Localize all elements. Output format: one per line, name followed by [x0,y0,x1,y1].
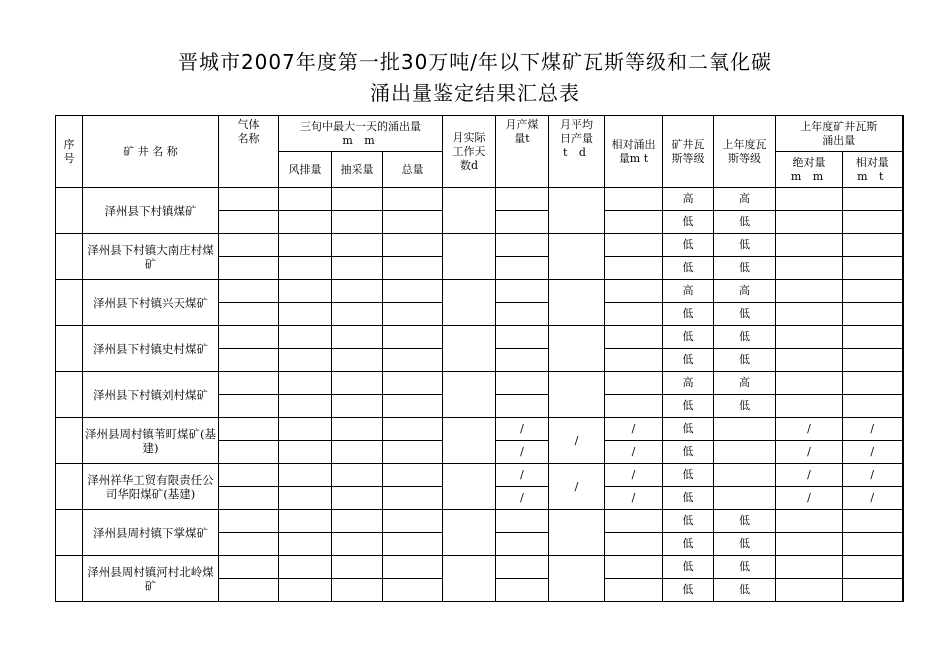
last-grade-cell [714,418,776,441]
drain-cell [332,510,383,533]
vent-cell [279,234,332,257]
total-cell [383,464,443,487]
total-cell [383,280,443,303]
drain-cell [332,257,383,280]
last-rel-cell [843,303,903,326]
last-rel-cell [843,234,903,257]
relative-cell: / [605,464,663,487]
last-grade-cell: 低 [714,326,776,349]
gas-name-cell [219,533,279,556]
drain-cell [332,372,383,395]
last-abs-cell [776,349,843,372]
drain-cell [332,487,383,510]
monthly-output-cell [496,303,549,326]
header-seq: 序号 [56,116,83,188]
last-grade-cell: 低 [714,303,776,326]
vent-cell [279,257,332,280]
last-grade-cell: 低 [714,211,776,234]
gas-name-cell [219,349,279,372]
gas-name-cell [219,280,279,303]
avg-daily-cell [549,372,605,418]
relative-cell [605,234,663,257]
header-abs-unit: m m [790,169,828,183]
last-grade-cell: 低 [714,556,776,579]
monthly-output-cell [496,556,549,579]
relative-cell [605,579,663,602]
last-grade-cell: 低 [714,533,776,556]
last-rel-cell [843,280,903,303]
header-max-day-unit: m m [342,133,379,147]
vent-cell [279,395,332,418]
vent-cell [279,188,332,211]
drain-cell [332,556,383,579]
vent-cell [279,579,332,602]
last-grade-cell: 低 [714,349,776,372]
table-row [56,418,903,441]
drain-cell [332,280,383,303]
last-rel-cell [843,257,903,280]
vent-cell [279,510,332,533]
last-grade-cell: 低 [714,257,776,280]
avg-daily-cell [549,280,605,326]
last-rel-cell [843,533,903,556]
mine-grade-cell: 低 [663,418,714,441]
seq-cell [56,326,83,372]
monthly-output-cell: / [496,441,549,464]
mine-grade-cell: 低 [663,395,714,418]
drain-cell [332,326,383,349]
header-rel-unit: m t [857,169,888,183]
header-abs [776,152,843,188]
relative-cell [605,510,663,533]
seq-cell [56,510,83,556]
gas-name-cell [219,487,279,510]
drain-cell [332,441,383,464]
gas-name-cell [219,234,279,257]
seq-cell [56,280,83,326]
mine-grade-cell: 高 [663,188,714,211]
mine-name-cell: 泽州县周村镇苇町煤矿(基建) [83,418,219,464]
last-grade-cell: 高 [714,280,776,303]
relative-cell [605,395,663,418]
seq-cell [56,464,83,510]
last-abs-cell [776,257,843,280]
monthly-output-cell [496,395,549,418]
vent-cell [279,441,332,464]
avg-daily-cell [549,510,605,556]
mine-name-cell: 泽州县周村镇下掌煤矿 [83,510,219,556]
drain-cell [332,349,383,372]
header-abs-label: 绝对量 [792,155,826,169]
header-mine-name: 矿 井 名 称 [83,116,219,188]
avg-daily-cell [549,188,605,234]
last-abs-cell [776,510,843,533]
last-rel-cell [843,372,903,395]
total-cell [383,418,443,441]
header-drain: 抽采量 [332,152,383,188]
header-avg-daily [549,116,605,188]
monthly-output-cell [496,510,549,533]
drain-cell [332,395,383,418]
table-row [56,464,903,487]
last-rel-cell [843,395,903,418]
vent-cell [279,418,332,441]
gas-name-cell [219,556,279,579]
header-total: 总量 [383,152,443,188]
gas-name-cell [219,510,279,533]
total-cell [383,257,443,280]
vent-cell [279,533,332,556]
gas-summary-table [55,115,904,602]
monthly-output-cell: / [496,464,549,487]
monthly-output-cell [496,234,549,257]
gas-name-cell [219,372,279,395]
seq-cell [56,418,83,464]
total-cell [383,372,443,395]
relative-cell [605,211,663,234]
relative-cell [605,303,663,326]
last-grade-cell [714,464,776,487]
total-cell [383,533,443,556]
mine-grade-cell: 高 [663,280,714,303]
avg-daily-cell [549,326,605,372]
mine-grade-cell: 低 [663,510,714,533]
gas-name-cell [219,303,279,326]
drain-cell [332,303,383,326]
mine-name-cell: 泽州祥华工贸有限责任公司华阳煤矿(基建) [83,464,219,510]
drain-cell [332,188,383,211]
mine-grade-cell: 低 [663,257,714,280]
mine-grade-cell: 低 [663,234,714,257]
seq-cell [56,556,83,602]
table-row [56,280,903,303]
work-days-cell [443,372,496,418]
mine-grade-cell: 低 [663,441,714,464]
header-rel [843,152,903,188]
avg-daily-cell: / [549,464,605,510]
last-abs-cell [776,211,843,234]
total-cell [383,188,443,211]
work-days-cell [443,418,496,464]
mine-name-cell: 泽州县下村镇兴天煤矿 [83,280,219,326]
gas-name-cell [219,211,279,234]
last-rel-cell [843,188,903,211]
report-title-line2: 涌出量鉴定结果汇总表 [370,81,580,105]
monthly-output-cell [496,211,549,234]
avg-daily-cell: / [549,418,605,464]
mine-name-cell: 泽州县下村镇刘村煤矿 [83,372,219,418]
gas-name-cell [219,188,279,211]
work-days-cell [443,326,496,372]
seq-cell [56,234,83,280]
header-last-group: 上年度矿井瓦斯涌出量 [776,116,903,152]
header-relative: 相对涌出量m t [605,116,663,188]
relative-cell: / [605,418,663,441]
relative-cell: / [605,487,663,510]
monthly-output-cell: / [496,487,549,510]
last-rel-cell [843,556,903,579]
last-abs-cell [776,303,843,326]
header-last-grade: 上年度瓦斯等级 [714,116,776,188]
total-cell [383,326,443,349]
mine-grade-cell: 低 [663,556,714,579]
mine-grade-cell: 低 [663,487,714,510]
drain-cell [332,579,383,602]
vent-cell [279,372,332,395]
total-cell [383,510,443,533]
total-cell [383,579,443,602]
header-monthly-output: 月产煤量t [496,116,549,188]
table-row [56,188,903,211]
monthly-output-cell [496,372,549,395]
last-rel-cell [843,510,903,533]
vent-cell [279,464,332,487]
last-abs-cell [776,533,843,556]
header-avg-daily-label: 月平均日产量 [560,118,593,145]
last-grade-cell: 低 [714,395,776,418]
vent-cell [279,280,332,303]
gas-name-cell [219,579,279,602]
header-avg-daily-unit: t d [563,146,590,159]
monthly-output-cell [496,188,549,211]
relative-cell [605,533,663,556]
header-vent: 风排量 [279,152,332,188]
mine-grade-cell: 低 [663,326,714,349]
header-max-day-label: 三旬中最大一天的涌出量 [300,119,421,133]
vent-cell [279,326,332,349]
last-grade-cell: 高 [714,188,776,211]
gas-name-cell [219,257,279,280]
avg-daily-cell [549,234,605,280]
mine-name-cell: 泽州县周村镇河村北岭煤矿 [83,556,219,602]
seq-cell [56,188,83,234]
vent-cell [279,211,332,234]
total-cell [383,395,443,418]
last-abs-cell [776,326,843,349]
work-days-cell [443,556,496,602]
last-abs-cell [776,188,843,211]
total-cell [383,556,443,579]
last-rel-cell: / [843,418,903,441]
last-grade-cell: 低 [714,234,776,257]
avg-daily-cell [549,556,605,602]
last-grade-cell [714,487,776,510]
gas-name-cell [219,395,279,418]
mine-grade-cell: 低 [663,211,714,234]
work-days-cell [443,234,496,280]
last-abs-cell: / [776,487,843,510]
last-abs-cell: / [776,441,843,464]
mine-grade-cell: 低 [663,533,714,556]
mine-grade-cell: 高 [663,372,714,395]
mine-name-cell: 泽州县下村镇煤矿 [83,188,219,234]
last-grade-cell: 低 [714,510,776,533]
mine-grade-cell: 低 [663,464,714,487]
gas-name-cell [219,326,279,349]
monthly-output-cell [496,280,549,303]
total-cell [383,349,443,372]
table-row [56,326,903,349]
table-row [56,510,903,533]
last-abs-cell: / [776,418,843,441]
seq-cell [56,372,83,418]
work-days-cell [443,464,496,510]
vent-cell [279,556,332,579]
monthly-output-cell [496,533,549,556]
last-rel-cell [843,211,903,234]
header-max-day-group [279,116,443,152]
relative-cell [605,326,663,349]
vent-cell [279,349,332,372]
table-row [56,556,903,579]
relative-cell [605,280,663,303]
table-row [56,372,903,395]
header-gas-name: 气体名称 [219,116,279,188]
relative-cell [605,556,663,579]
last-abs-cell: / [776,464,843,487]
mine-grade-cell: 低 [663,303,714,326]
last-grade-cell: 低 [714,579,776,602]
header-work-days: 月实际工作天数d [443,116,496,188]
total-cell [383,441,443,464]
drain-cell [332,533,383,556]
monthly-output-cell [496,326,549,349]
monthly-output-cell: / [496,418,549,441]
total-cell [383,234,443,257]
last-grade-cell [714,441,776,464]
relative-cell [605,188,663,211]
drain-cell [332,211,383,234]
gas-name-cell [219,441,279,464]
last-abs-cell [776,556,843,579]
mine-name-cell: 泽州县下村镇大南庄村煤矿 [83,234,219,280]
monthly-output-cell [496,349,549,372]
last-rel-cell: / [843,487,903,510]
work-days-cell [443,510,496,556]
last-abs-cell [776,579,843,602]
last-rel-cell [843,326,903,349]
table-row [56,234,903,257]
last-abs-cell [776,372,843,395]
last-rel-cell: / [843,441,903,464]
work-days-cell [443,280,496,326]
relative-cell [605,372,663,395]
drain-cell [332,464,383,487]
report-title-line1: 晋城市2007年度第一批30万吨/年以下煤矿瓦斯等级和二氧化碳 [177,50,773,74]
last-rel-cell [843,349,903,372]
monthly-output-cell [496,257,549,280]
relative-cell [605,349,663,372]
total-cell [383,211,443,234]
last-grade-cell: 高 [714,372,776,395]
mine-grade-cell: 低 [663,579,714,602]
mine-name-cell: 泽州县下村镇史村煤矿 [83,326,219,372]
drain-cell [332,418,383,441]
work-days-cell [443,188,496,234]
vent-cell [279,487,332,510]
relative-cell [605,257,663,280]
relative-cell: / [605,441,663,464]
header-mine-grade: 矿井瓦斯等级 [663,116,714,188]
mine-grade-cell: 低 [663,349,714,372]
last-abs-cell [776,280,843,303]
total-cell [383,487,443,510]
total-cell [383,303,443,326]
header-rel-label: 相对量 [855,155,889,169]
last-rel-cell: / [843,464,903,487]
gas-name-cell [219,418,279,441]
last-rel-cell [843,579,903,602]
gas-name-cell [219,464,279,487]
monthly-output-cell [496,579,549,602]
last-abs-cell [776,395,843,418]
last-abs-cell [776,234,843,257]
vent-cell [279,303,332,326]
drain-cell [332,234,383,257]
